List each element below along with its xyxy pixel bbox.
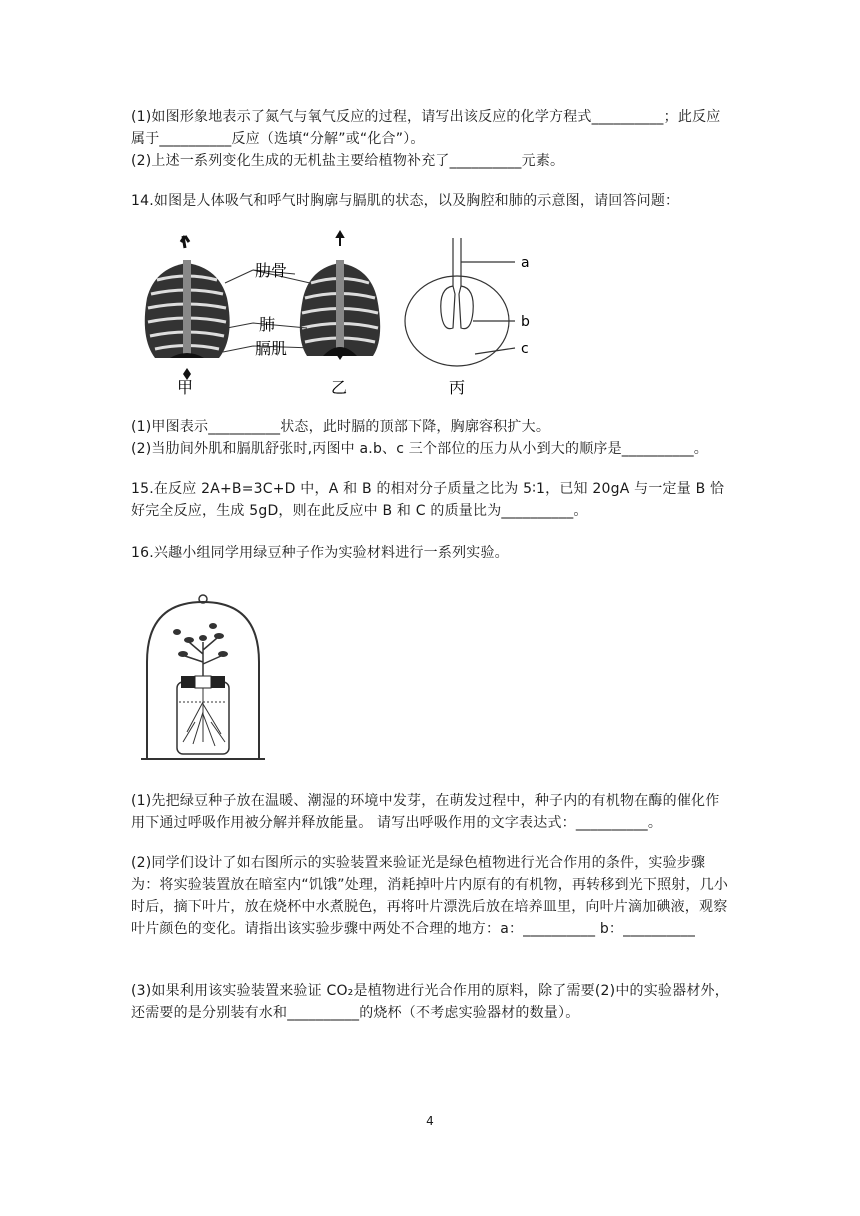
ribcage-exhale-diagram (300, 232, 380, 360)
question-16-part-3: (3)如果利用该实验装置来验证 CO₂是植物进行光合作用的原料，除了需要(2)中的实验器材外，还需要的是分别装有水和__________的烧杯（不考虑实验器材的数量）。 (131, 983, 729, 1021)
bell-jar-apparatus-figure (135, 592, 275, 767)
label-a: a (521, 255, 530, 271)
label-b: b (521, 314, 530, 330)
label-bing: 丙 (449, 378, 466, 397)
question-16-part-2: (2)同学们设计了如右图所示的实验装置来验证光是绿色植物进行光合作用的条件，实验步骤为：将实验装置放在暗室内“饥饿”处理，消耗掉叶片内原有的有机物，再转移到光下照射，几小时后，摘下叶片，放在烧杯中水煮脱色，再将叶片漂洗后放在培养皿里，向叶片滴加碘液，观察叶片颜色的变化。请指出该实验步骤中两处不合理的地方：a：__________ b：__________ (131, 855, 729, 937)
question-13-part-1: (1)如图形象地表示了氮气与氧气反应的过程，请写出该反应的化学方程式__________；此反应属于__________反应（选填“分解”或“化合”）。 (131, 109, 721, 147)
question-15: 15.在反应 2A+B=3C+D 中，A 和 B 的相对分子质量之比为 5∶1，已知 20gA 与一定量 B 恰好完全反应，生成 5gD，则在此反应中 B 和 C 的质量比为__________。 (131, 481, 725, 519)
question-13-part-2: (2)上述一系列变化生成的无机盐主要给植物补充了__________元素。 (131, 153, 565, 169)
label-ribs: 肋骨 (255, 261, 288, 280)
thorax-schematic-diagram (405, 238, 515, 366)
label-yi: 乙 (331, 378, 348, 397)
question-16-stem: 16.兴趣小组同学用绿豆种子作为实验材料进行一系列实验。 (131, 545, 509, 561)
label-c: c (521, 341, 529, 357)
question-16-part-1: (1)先把绿豆种子放在温暖、潮湿的环境中发芽，在萌发过程中，种子内的有机物在酶的催化作用下通过呼吸作用被分解并释放能量。 请写出呼吸作用的文字表达式：__________。 (131, 793, 720, 831)
page-number: 4 (426, 1114, 434, 1128)
ribcage-inhale-diagram (145, 236, 230, 380)
label-lung: 肺 (259, 315, 276, 334)
label-jia: 甲 (177, 378, 194, 397)
question-14-part-1: (1)甲图表示__________状态，此时膈的顶部下降，胸廓容积扩大。 (131, 419, 551, 435)
label-diaphragm: 膈肌 (255, 339, 288, 358)
question-14-part-2: (2)当肋间外肌和膈肌舒张时,丙图中 a.b、c 三个部位的压力从小到大的顺序是__________。 (131, 441, 708, 457)
question-14-stem: 14.如图是人体吸气和呼气时胸廓与膈肌的状态，以及胸腔和肺的示意图，请回答问题： (131, 193, 680, 209)
breathing-figure (135, 228, 555, 403)
